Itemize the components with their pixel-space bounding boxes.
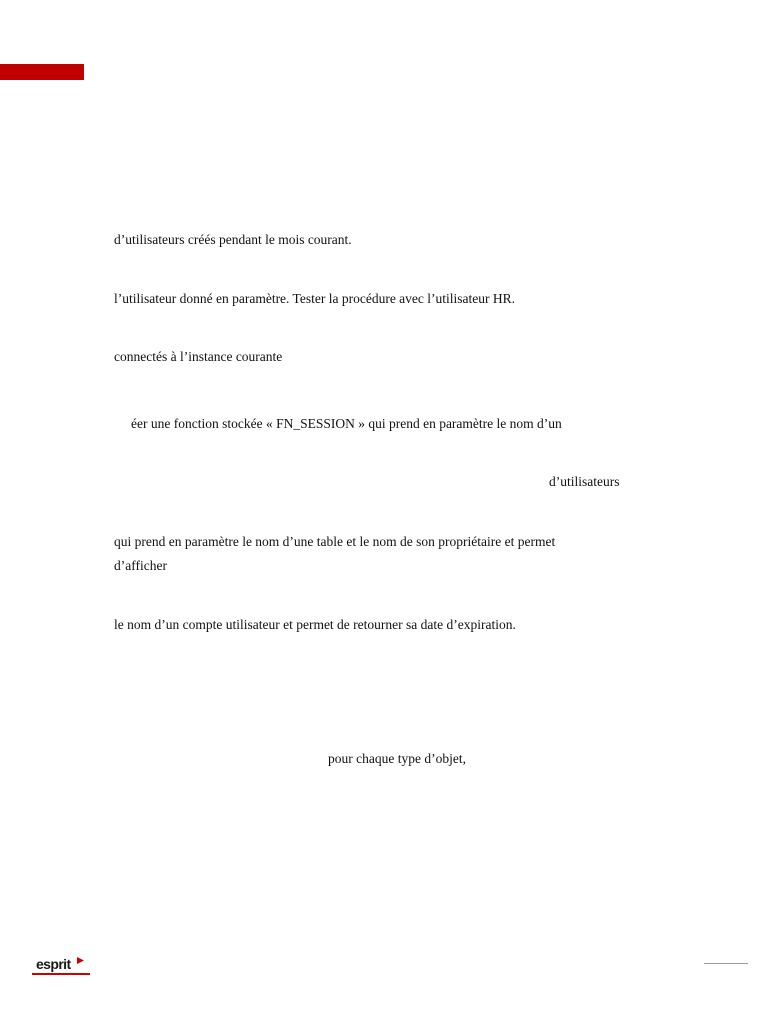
text-line-9: pour chaque type d’objet, [328, 751, 466, 766]
text-line-6: qui prend en paramètre le nom d’une table et le nom de son propriétaire et permet [114, 534, 556, 549]
text-line-2: l’utilisateur donné en paramètre. Tester la procédure avec l’utilisateur HR. [114, 291, 516, 306]
text-line-7: d’afficher [114, 558, 167, 573]
text-line-3: connectés à l’instance courante [114, 349, 283, 364]
text-line-8: le nom d’un compte utilisateur et permet de retourner sa date d’expiration. [114, 617, 516, 632]
logo-mark-icon [77, 957, 84, 964]
esprit-logo [32, 956, 92, 978]
text-line-4: éer une fonction stockée « FN_SESSION » qui prend en paramètre le nom d’un [131, 416, 562, 431]
text-line-5: d’utilisateurs [549, 474, 620, 489]
footer-rule [704, 963, 748, 964]
header-accent-bar [0, 64, 84, 80]
logo-underline [32, 973, 90, 975]
text-line-1: d’utilisateurs créés pendant le mois courant. [114, 232, 352, 247]
logo-text: esprit [36, 956, 71, 972]
